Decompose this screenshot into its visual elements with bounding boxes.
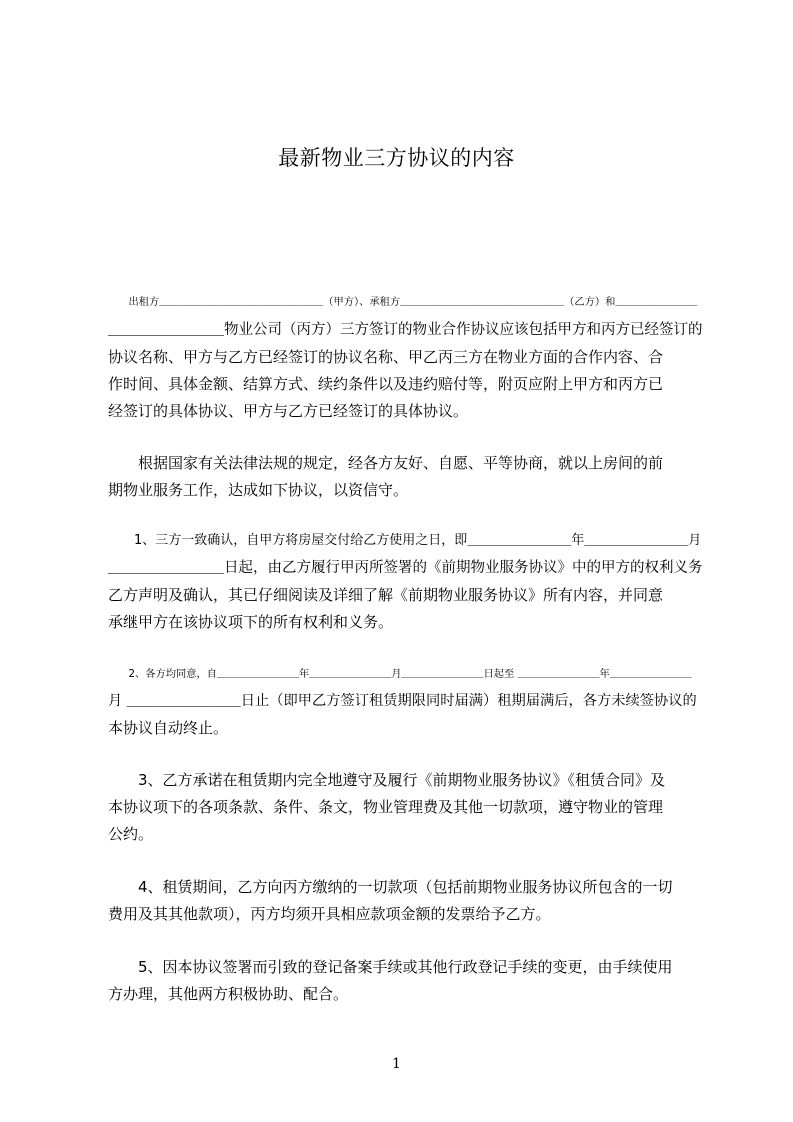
text-line: 5、因本协议签署而引致的登记备案手续或其他行政登记手续的变更，由手续使用 [108, 958, 673, 976]
page-number: 1 [392, 1056, 401, 1072]
text-line: 2、各方均同意，自＿＿＿＿＿＿＿＿年＿＿＿＿＿＿＿＿月＿＿＿＿＿＿＿＿日起至 ＿＿＿＿＿＿＿＿年＿＿＿＿＿＿＿＿ [108, 668, 692, 680]
text-line: 月 ＿＿＿＿＿＿＿＿日止（即甲乙方签订租赁期限同时届满）租期届满后，各方未续签协议的 [108, 693, 697, 709]
text-line: 本协议项下的各项条款、条件、条文，物业管理费及其他一切款项，遵守物业的管理 [108, 798, 664, 816]
text-line: 公约。 [108, 825, 154, 843]
document-title: 最新物业三方协议的内容 [278, 146, 515, 170]
text-line: 本协议自动终止。 [108, 719, 229, 737]
text-line: ＿＿＿＿＿＿＿＿日起，由乙方履行甲丙所签署的《前期物业服务协议》中的甲方的权利义务 [108, 560, 703, 576]
text-line: 1、三方一致确认，自甲方将房屋交付给乙方使用之日，即＿＿＿＿＿＿＿＿年＿＿＿＿＿＿＿＿月 [108, 533, 702, 548]
text-line: 根据国家有关法律法规的规定，经各方友好、自愿、平等协商，就以上房间的前 [108, 454, 664, 472]
text-line: 方办理，其他两方积极协助、配合。 [108, 985, 349, 1003]
text-line: 出租方＿＿＿＿＿＿＿＿＿＿＿＿＿＿＿＿（甲方）、承租方＿＿＿＿＿＿＿＿＿＿＿＿＿＿＿＿（乙方）和＿＿＿＿＿＿＿＿ [108, 296, 698, 308]
text-line: 期物业服务工作，达成如下协议，以资信守。 [108, 481, 409, 499]
text-line: ＿＿＿＿＿＿＿＿物业公司（丙方）三方签订的物业合作协议应该包括甲方和丙方已经签订的 [108, 322, 703, 338]
text-line: 4、租赁期间，乙方向丙方缴纳的一切款项（包括前期物业服务协议所包含的一切 [108, 878, 673, 896]
text-line: 协议名称、甲方与乙方已经签订的协议名称、甲乙丙三方在物业方面的合作内容、合 [108, 348, 664, 366]
text-line: 3、乙方承诺在租赁期内完全地遵守及履行《前期物业服务协议》《租赁合同》及 [108, 771, 666, 789]
text-line: 费用及其其他款项），丙方均须开具相应款项金额的发票给予乙方。 [108, 905, 551, 923]
text-line: 作时间、具体金额、结算方式、续约条件以及违约赔付等，附页应附上甲方和丙方已 [108, 375, 664, 393]
text-line: 乙方声明及确认，其已仔细阅读及详细了解《前期物业服务协议》所有内容，并同意 [108, 586, 664, 604]
text-line: 承继甲方在该协议项下的所有权利和义务。 [108, 613, 394, 631]
text-line: 经签订的具体协议、甲方与乙方已经签订的具体协议。 [108, 402, 469, 420]
